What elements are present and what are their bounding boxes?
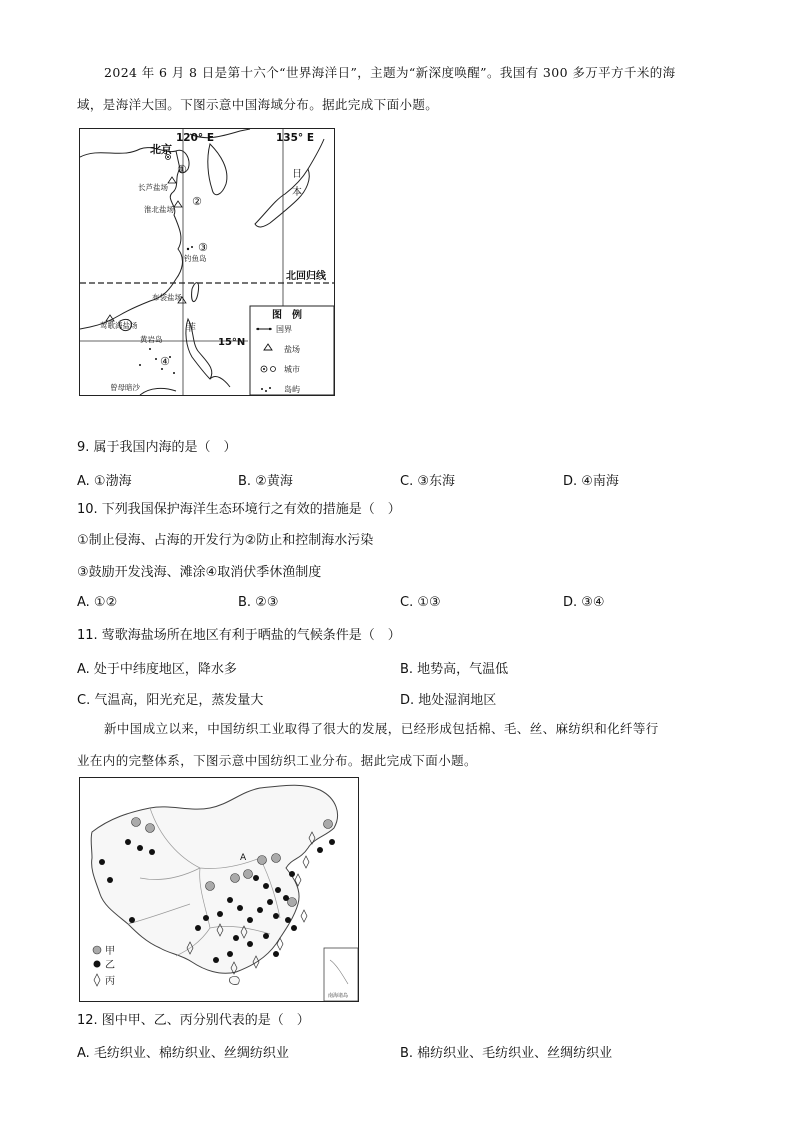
sea-area-map <box>79 128 335 396</box>
passage2-line2: 业在内的完整体系，下图示意中国纺织工业分布。据此完成下面小题。 <box>77 753 477 768</box>
q10-option-b: B. ②③ <box>238 595 279 610</box>
legend-title: 图 例 <box>272 310 302 321</box>
label-A: A <box>240 853 247 863</box>
q10-option-d: D. ③④ <box>563 595 605 610</box>
legend-salt: 盐场 <box>284 345 300 354</box>
textile-map <box>79 777 359 1002</box>
label-beijing: 北京 <box>150 143 172 156</box>
legend-border: 国界 <box>276 325 292 334</box>
legend-jia: 甲 <box>105 946 115 957</box>
q11-stem: 11. 莺歌海盐场所在地区有利于晒盐的气候条件是（ ） <box>77 628 401 643</box>
label-num2: ② <box>192 195 202 208</box>
q12-stem: 12. 图中甲、乙、丙分别代表的是（ ） <box>77 1013 310 1028</box>
q11-option-b: B. 地势高，气温低 <box>400 662 509 677</box>
q9-option-c: C. ③东海 <box>400 474 455 489</box>
label-num4: ④ <box>160 355 170 368</box>
label-huangyan: 黄岩岛 <box>140 335 163 344</box>
label-zengmu: 曾母暗沙 <box>110 383 140 392</box>
q11-option-d: D. 地处湿润地区 <box>400 693 497 708</box>
label-num1: ① <box>177 163 187 176</box>
label-changlu: 长芦盐场 <box>138 183 168 192</box>
q12-option-b: B. 棉纺织业、毛纺织业、丝绸纺织业 <box>400 1046 613 1061</box>
label-num3: ③ <box>198 241 208 254</box>
label-jp-ri: 日 <box>292 169 302 180</box>
label-15n: 15°N <box>218 337 246 348</box>
q10-line1: ①制止侵海、占海的开发行为②防止和控制海水污染 <box>77 533 374 548</box>
textile-map-drawing <box>80 778 358 1001</box>
q9-stem: 9. 属于我国内海的是（ ） <box>77 440 237 455</box>
label-tropic: 北回归线 <box>286 271 326 282</box>
label-diaoyu: 钓鱼岛 <box>184 254 207 263</box>
label-ph-fei: 菲 <box>186 323 196 334</box>
passage1-line2: 域，是海洋大国。下图示意中国海域分布。据此完成下面小题。 <box>77 97 439 112</box>
legend-yi: 乙 <box>105 960 115 971</box>
inset-caption: 南海诸岛 <box>328 993 349 999</box>
legend-island: 岛屿 <box>284 385 300 394</box>
passage1-line1: 2024 年 6 月 8 日是第十六个“世界海洋日”，主题为“新深度唤醒”。我国有 300 多万平方千米的海 <box>104 65 676 80</box>
label-yingge: 莺歌海盐场 <box>100 321 138 330</box>
q12-option-a: A. 毛纺织业、棉纺织业、丝绸纺织业 <box>77 1046 289 1061</box>
legend-city: 城市 <box>284 365 300 374</box>
label-120e: 120° E <box>176 132 214 144</box>
label-budai: 布袋盐场 <box>152 293 182 302</box>
sea-area-map-drawing <box>80 129 334 395</box>
q10-option-c: C. ①③ <box>400 595 441 610</box>
q11-option-c: C. 气温高，阳光充足，蒸发量大 <box>77 693 264 708</box>
q10-option-a: A. ①② <box>77 595 118 610</box>
q10-stem: 10. 下列我国保护海洋生态环境行之有效的措施是（ ） <box>77 502 401 517</box>
q9-option-a: A. ①渤海 <box>77 474 132 489</box>
label-huaibei: 淮北盐场 <box>144 205 174 214</box>
label-135e: 135° E <box>276 132 314 144</box>
q9-option-d: D. ④南海 <box>563 474 619 489</box>
label-jp-ben: 本 <box>292 187 302 198</box>
passage2-line1: 新中国成立以来，中国纺织工业取得了很大的发展，已经形成包括棉、毛、丝、麻纺织和化纤等行 <box>104 721 659 736</box>
q10-line2: ③鼓励开发浅海、滩涂④取消伏季休渔制度 <box>77 565 322 580</box>
q11-option-a: A. 处于中纬度地区，降水多 <box>77 662 237 677</box>
q9-option-b: B. ②黄海 <box>238 474 293 489</box>
legend-bing: 丙 <box>105 976 115 987</box>
